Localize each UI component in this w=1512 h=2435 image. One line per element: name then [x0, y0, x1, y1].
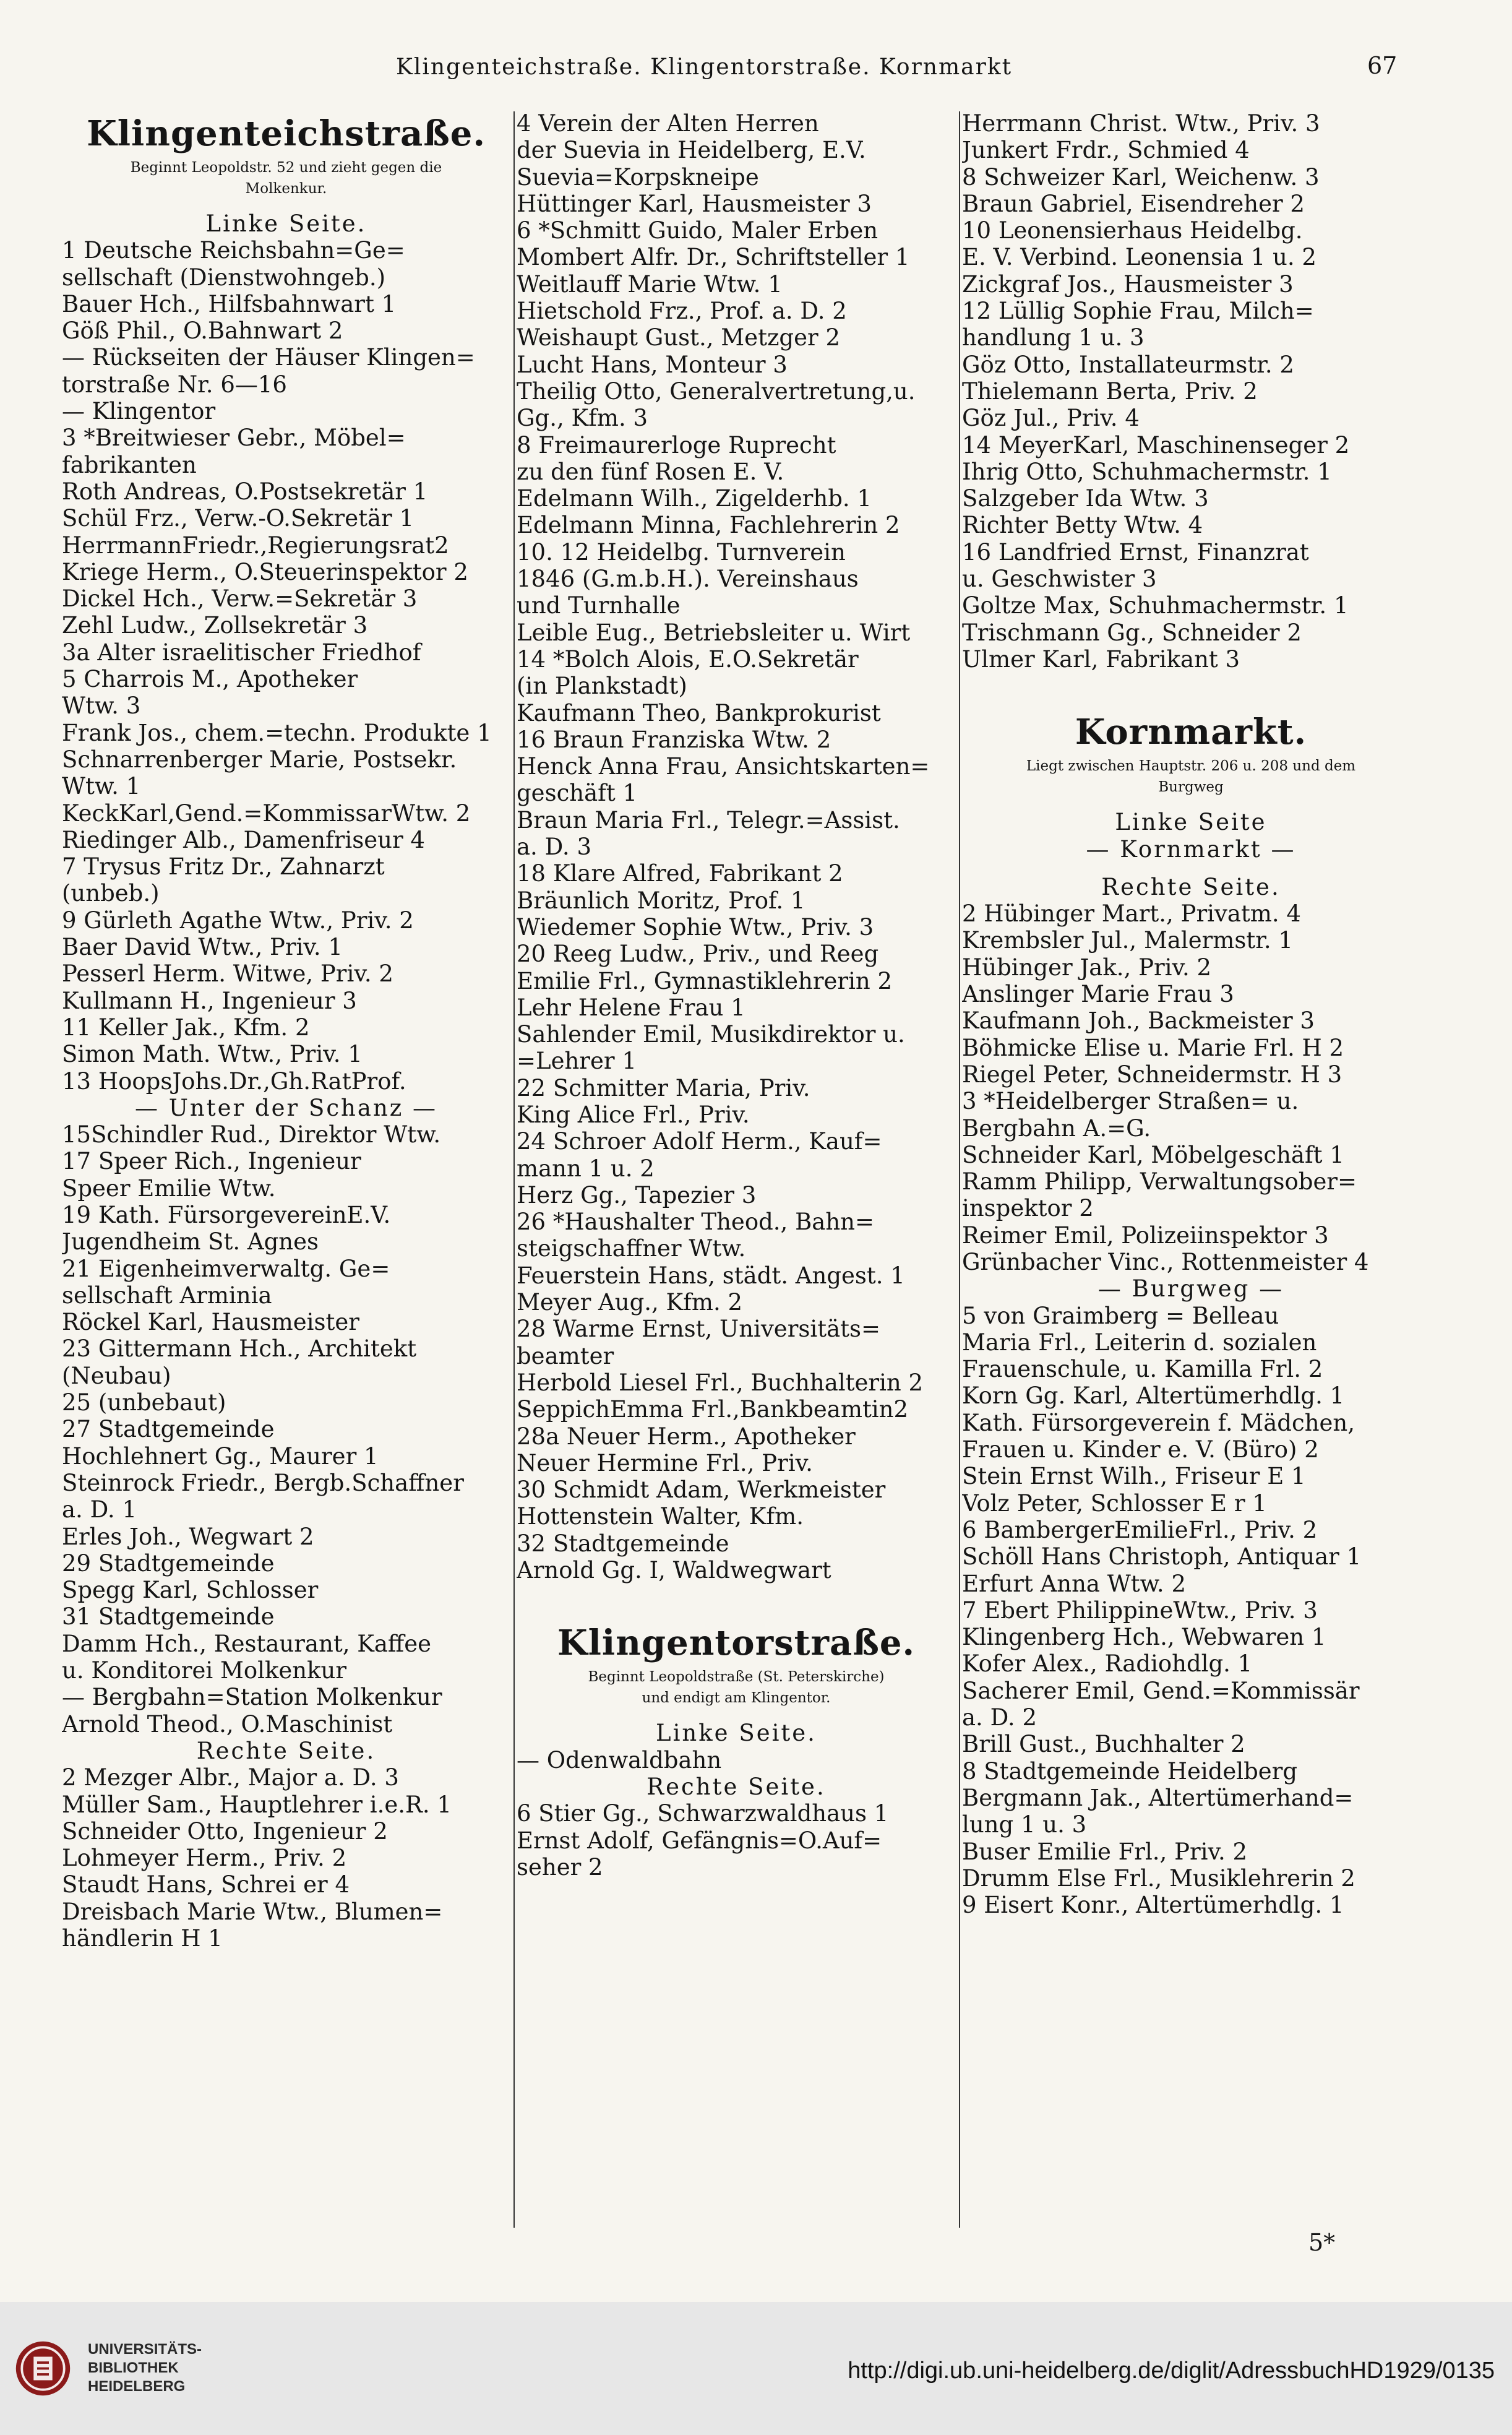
directory-line: 3 *Heidelberger Straßen= u. [962, 1088, 1299, 1115]
street-description: Beginnt Leopoldstr. 52 und zieht gegen die [130, 160, 442, 176]
directory-line: — Bergbahn=Station Molkenkur [62, 1684, 442, 1711]
directory-line: Göz Jul., Priv. 4 [962, 405, 1140, 432]
directory-line: (unbeb.) [62, 880, 160, 907]
directory-line: inspektor 2 [962, 1195, 1094, 1222]
directory-line: 1 Deutsche Reichsbahn=Ge= [62, 237, 405, 264]
directory-line: Kath. Fürsorgeverein f. Mädchen, [962, 1409, 1355, 1436]
directory-line: Sahlender Emil, Musikdirektor u. [517, 1021, 905, 1048]
running-header: Klingenteichstraße. Klingentorstraße. Kornmarkt [396, 54, 1013, 80]
directory-line: Ihrig Otto, Schuhmachermstr. 1 [962, 458, 1332, 485]
directory-line: Wiedemer Sophie Wtw., Priv. 3 [517, 913, 874, 941]
directory-line: Lohmeyer Herm., Priv. 2 [62, 1845, 347, 1872]
directory-line: Richter Betty Wtw. 4 [962, 512, 1203, 539]
directory-line: Riegel Peter, Schneidermstr. H 3 [962, 1061, 1342, 1088]
directory-line: 9 Gürleth Agathe Wtw., Priv. 2 [62, 907, 414, 934]
directory-line: Bergbahn A.=G. [962, 1114, 1151, 1142]
spacer [962, 673, 1420, 709]
directory-line: Hottenstein Walter, Kfm. [517, 1503, 804, 1530]
directory-line: Ramm Philipp, Verwaltungsober= [962, 1168, 1357, 1196]
directory-line: Schül Frz., Verw.-O.Sekretär 1 [62, 505, 415, 532]
directory-line: Thielemann Berta, Priv. 2 [962, 377, 1258, 405]
directory-line: seher 2 [517, 1853, 603, 1881]
directory-line: Hochlehnert Gg., Maurer 1 [62, 1442, 379, 1470]
directory-line: 11 Keller Jak., Kfm. 2 [62, 1014, 310, 1041]
directory-line: steigschaffner Wtw. [517, 1235, 746, 1262]
directory-line: Grünbacher Vinc., Rottenmeister 4 [962, 1248, 1369, 1275]
directory-line: Herrmann Christ. Wtw., Priv. 3 [962, 110, 1320, 137]
directory-line: und Turnhalle [517, 592, 681, 619]
column-1 [62, 110, 510, 2239]
directory-line: 21 Eigenheimverwaltg. Ge= [62, 1255, 390, 1282]
directory-line: 14 MeyerKarl, Maschinenseger 2 [962, 431, 1350, 459]
directory-line: lung 1 u. 3 [962, 1811, 1087, 1838]
directory-line: 32 Stadtgemeinde [517, 1530, 729, 1557]
directory-line: a. D. 2 [962, 1704, 1037, 1731]
directory-line: Zehl Ludw., Zollsekretär 3 [62, 612, 368, 639]
directory-line: Meyer Aug., Kfm. 2 [517, 1289, 743, 1316]
directory-line: zu den fünf Rosen E. V. [517, 458, 784, 485]
directory-line: Braun Maria Frl., Telegr.=Assist. [517, 806, 900, 834]
spacer [62, 199, 510, 210]
directory-line: 5 Charrois M., Apotheker [62, 666, 358, 693]
directory-line: King Alice Frl., Priv. [517, 1101, 750, 1128]
directory-line: Maria Frl., Leiterin d. sozialen [962, 1329, 1317, 1356]
directory-line: Kullmann H., Ingenieur 3 [62, 987, 357, 1014]
directory-line: (Neubau) [62, 1362, 171, 1389]
directory-line: Feuerstein Hans, städt. Angest. 1 [517, 1262, 905, 1289]
directory-line: der Suevia in Heidelberg, E.V. [517, 137, 866, 164]
directory-line: 6 BambergerEmilieFrl., Priv. 2 [962, 1516, 1318, 1543]
street-description: Molkenkur. [245, 181, 327, 197]
directory-line: mann 1 u. 2 [517, 1155, 655, 1182]
directory-line: a. D. 1 [62, 1496, 137, 1523]
directory-line: Bergmann Jak., Altertümerhand= [962, 1784, 1354, 1811]
directory-line: Anslinger Marie Frau 3 [962, 981, 1234, 1008]
directory-line: 24 Schroer Adolf Herm., Kauf= [517, 1128, 882, 1155]
directory-line: Buser Emilie Frl., Priv. 2 [962, 1838, 1248, 1865]
directory-line: 4 Verein der Alten Herren [517, 110, 819, 137]
directory-line: Lehr Helene Frau 1 [517, 994, 745, 1021]
directory-line: a. D. 3 [517, 834, 591, 861]
library-name: UNIVERSITÄTS- BIBLIOTHEK HEIDELBERG [88, 2341, 202, 2395]
directory-line: Wtw. 1 [62, 773, 141, 800]
directory-line: 29 Stadtgemeinde [62, 1549, 275, 1577]
directory-line: Emilie Frl., Gymnastiklehrerin 2 [517, 967, 893, 994]
directory-line: Weishaupt Gust., Metzger 2 [517, 324, 841, 351]
directory-line: KeckKarl,Gend.=KommissarWtw. 2 [62, 799, 471, 827]
directory-line: torstraße Nr. 6—16 [62, 371, 287, 398]
directory-line: Frauen u. Kinder e. V. (Büro) 2 [962, 1436, 1319, 1463]
directory-line: 30 Schmidt Adam, Werkmeister [517, 1476, 886, 1504]
directory-line: 9 Eisert Konr., Altertümerhdlg. 1 [962, 1892, 1344, 1919]
directory-line: 16 Landfried Ernst, Finanzrat [962, 538, 1309, 566]
directory-line: — Rückseiten der Häuser Klingen= [62, 344, 475, 371]
section-label: Rechte Seite. [646, 1773, 826, 1800]
directory-line: Röckel Karl, Hausmeister [62, 1309, 359, 1336]
directory-line: Brill Gust., Buchhalter 2 [962, 1731, 1245, 1758]
directory-line: Volz Peter, Schlosser E r 1 [962, 1489, 1267, 1517]
directory-line: händlerin H 1 [62, 1925, 223, 1952]
directory-line: Simon Math. Wtw., Priv. 1 [62, 1041, 363, 1068]
directory-line: 28 Warme Ernst, Universitäts= [517, 1316, 880, 1343]
directory-line: 2 Mezger Albr., Major a. D. 3 [62, 1764, 399, 1791]
directory-line: Hietschold Frz., Prof. a. D. 2 [517, 298, 847, 325]
directory-line: Korn Gg. Karl, Altertümerhdlg. 1 [962, 1382, 1345, 1410]
directory-line: 19 Kath. FürsorgevereinE.V. [62, 1201, 391, 1228]
spacer [962, 798, 1420, 809]
library-seal-icon [14, 2339, 72, 2398]
directory-line: 5 von Graimberg = Belleau [962, 1302, 1279, 1329]
directory-line: Mombert Alfr. Dr., Schriftsteller 1 [517, 244, 910, 271]
directory-line: Schnarrenberger Marie, Postsekr. [62, 746, 457, 773]
directory-line: Dickel Hch., Verw.=Sekretär 3 [62, 585, 418, 613]
directory-line: Spegg Karl, Schlosser [62, 1577, 319, 1604]
directory-line: Arnold Theod., O.Maschinist [62, 1710, 393, 1738]
directory-line: 1846 (G.m.b.H.). Vereinshaus [517, 566, 859, 593]
street-heading: Kornmarkt. [1075, 712, 1307, 753]
directory-line: Neuer Hermine Frl., Priv. [517, 1449, 813, 1476]
directory-line: E. V. Verbind. Leonensia 1 u. 2 [962, 244, 1317, 271]
directory-line: 25 (unbebaut) [62, 1389, 226, 1416]
signature-mark: 5* [1308, 2229, 1336, 2256]
directory-line: Goltze Max, Schuhmachermstr. 1 [962, 592, 1349, 619]
directory-line: Staudt Hans, Schrei er 4 [62, 1871, 350, 1898]
directory-line: Weitlauff Marie Wtw. 1 [517, 270, 783, 298]
street-description: Burgweg [1158, 779, 1224, 796]
directory-line: Böhmicke Elise u. Marie Frl. H 2 [962, 1034, 1344, 1061]
directory-line: Theilig Otto, Generalvertretung,u. [517, 377, 916, 405]
street-heading: Klingentorstraße. [557, 1623, 915, 1664]
directory-line: Frank Jos., chem.=techn. Produkte 1 [62, 719, 492, 746]
street-description: Beginnt Leopoldstraße (St. Peterskirche) [588, 1669, 885, 1686]
directory-line: u. Konditorei Molkenkur [62, 1657, 347, 1684]
section-label: — Kornmarkt — [1086, 835, 1296, 863]
directory-line: Erles Joh., Wegwart 2 [62, 1523, 314, 1550]
directory-line: Sacherer Emil, Gend.=Kommissär [962, 1677, 1360, 1704]
directory-line: Edelmann Wilh., Zigelderhb. 1 [517, 485, 872, 512]
directory-line: 7 Trysus Fritz Dr., Zahnarzt [62, 853, 385, 881]
directory-line: Gg., Kfm. 3 [517, 405, 648, 432]
directory-line: Kofer Alex., Radiohdlg. 1 [962, 1650, 1253, 1678]
section-label: — Unter der Schanz — [134, 1094, 438, 1121]
directory-line: 2 Hübinger Mart., Privatm. 4 [962, 900, 1301, 928]
directory-line: Edelmann Minna, Fachlehrerin 2 [517, 512, 900, 539]
directory-line: 3a Alter israelitischer Friedhof [62, 639, 421, 666]
directory-line: SeppichEmma Frl.,Bankbeamtin2 [517, 1396, 909, 1423]
section-label: Linke Seite. [205, 210, 367, 237]
directory-line: 6 *Schmitt Guido, Maler Erben [517, 217, 878, 244]
directory-line: 15Schindler Rud., Direktor Wtw. [62, 1121, 441, 1149]
directory-line: Krembsler Jul., Malermstr. 1 [962, 927, 1293, 954]
directory-line: 8 Stadtgemeinde Heidelberg [962, 1757, 1298, 1785]
directory-line: Kriege Herm., O.Steuerinspektor 2 [62, 558, 468, 585]
directory-line: — Klingentor [62, 398, 216, 425]
directory-line: geschäft 1 [517, 780, 638, 807]
directory-line: Göz Otto, Installateurmstr. 2 [962, 351, 1294, 378]
directory-line: 18 Klare Alfred, Fabrikant 2 [517, 860, 843, 887]
directory-line: 20 Reeg Ludw., Priv., und Reeg [517, 941, 879, 968]
directory-line: 3 *Breitwieser Gebr., Möbel= [62, 425, 406, 452]
directory-line: Henck Anna Frau, Ansichtskarten= [517, 753, 930, 780]
street-heading: Klingenteichstraße. [87, 113, 486, 154]
directory-line: Dreisbach Marie Wtw., Blumen= [62, 1898, 443, 1925]
directory-line: 8 Schweizer Karl, Weichenw. 3 [962, 163, 1320, 191]
spacer [517, 1709, 956, 1720]
directory-line: Schneider Otto, Ingenieur 2 [62, 1817, 388, 1845]
directory-line: Trischmann Gg., Schneider 2 [962, 619, 1302, 646]
directory-line: 10. 12 Heidelbg. Turnverein [517, 538, 846, 566]
directory-line: Kaufmann Joh., Backmeister 3 [962, 1007, 1315, 1035]
directory-line: (in Plankstadt) [517, 673, 687, 700]
directory-line: Bauer Hch., Hilfsbahnwart 1 [62, 290, 397, 317]
directory-line: 6 Stier Gg., Schwarzwaldhaus 1 [517, 1800, 889, 1827]
directory-line: Erfurt Anna Wtw. 2 [962, 1570, 1186, 1597]
column-rule [513, 111, 515, 2228]
directory-line: 12 Lüllig Sophie Frau, Milch= [962, 298, 1314, 325]
directory-line: Arnold Gg. I, Waldwegwart [517, 1557, 831, 1584]
street-description: Liegt zwischen Hauptstr. 206 u. 208 und dem [1026, 758, 1356, 775]
directory-line: Ernst Adolf, Gefängnis=O.Auf= [517, 1827, 882, 1854]
directory-line: =Lehrer 1 [517, 1048, 637, 1075]
directory-line: 27 Stadtgemeinde [62, 1416, 275, 1443]
directory-line: sellschaft (Dienstwohngeb.) [62, 264, 386, 291]
column-2 [517, 110, 956, 2239]
directory-line: Herbold Liesel Frl., Buchhalterin 2 [517, 1369, 924, 1396]
directory-line: Frauenschule, u. Kamilla Frl. 2 [962, 1356, 1323, 1383]
directory-line: Bräunlich Moritz, Prof. 1 [517, 887, 805, 914]
directory-line: fabrikanten [62, 451, 197, 478]
directory-line: 22 Schmitter Maria, Priv. [517, 1074, 810, 1101]
section-label: Rechte Seite. [1101, 873, 1281, 900]
directory-line: Braun Gabriel, Eisendreher 2 [962, 190, 1305, 217]
directory-line: 8 Freimaurerloge Ruprecht [517, 431, 836, 459]
directory-line: Steinrock Friedr., Bergb.Schaffner [62, 1469, 464, 1496]
column-3 [962, 110, 1420, 2239]
directory-line: Hüttinger Karl, Hausmeister 3 [517, 190, 872, 217]
directory-line: Schneider Karl, Möbelgeschäft 1 [962, 1141, 1344, 1168]
directory-line: 14 *Bolch Alois, E.O.Sekretär [517, 645, 859, 673]
directory-line: Ulmer Karl, Fabrikant 3 [962, 645, 1240, 673]
directory-line: Leible Eug., Betriebsleiter u. Wirt [517, 619, 911, 646]
directory-line: Roth Andreas, O.Postsekretär 1 [62, 478, 428, 505]
directory-line: Junkert Frdr., Schmied 4 [962, 137, 1250, 164]
directory-line: u. Geschwister 3 [962, 566, 1157, 593]
directory-line: 7 Ebert PhilippineWtw., Priv. 3 [962, 1597, 1318, 1624]
section-label: Linke Seite. [656, 1720, 817, 1747]
directory-line: HerrmannFriedr.,Regierungsrat2 [62, 532, 449, 559]
directory-line: — Odenwaldbahn [517, 1746, 722, 1773]
directory-line: 13 HoopsJohs.Dr.,Gh.RatProf. [62, 1067, 406, 1095]
directory-line: Baer David Wtw., Priv. 1 [62, 934, 343, 961]
directory-line: Herz Gg., Tapezier 3 [517, 1181, 757, 1209]
column-rule [959, 111, 960, 2228]
directory-line: Kaufmann Theo, Bankprokurist [517, 699, 881, 726]
directory-line: Drumm Else Frl., Musiklehrerin 2 [962, 1864, 1355, 1892]
directory-line: 28a Neuer Herm., Apotheker [517, 1423, 856, 1450]
directory-line: beamter [517, 1342, 614, 1369]
street-description: und endigt am Klingentor. [642, 1690, 831, 1707]
directory-line: Pesserl Herm. Witwe, Priv. 2 [62, 960, 393, 988]
page-number: 67 [1367, 52, 1398, 79]
directory-line: 26 *Haushalter Theod., Bahn= [517, 1209, 874, 1236]
spacer [517, 1584, 956, 1619]
directory-line: Zickgraf Jos., Hausmeister 3 [962, 270, 1294, 298]
directory-line: Klingenberg Hch., Webwaren 1 [962, 1624, 1326, 1651]
directory-line: 17 Speer Rich., Ingenieur [62, 1148, 361, 1175]
directory-line: Salzgeber Ida Wtw. 3 [962, 485, 1209, 512]
directory-line: handlung 1 u. 3 [962, 324, 1145, 351]
directory-line: Jugendheim St. Agnes [62, 1228, 319, 1256]
directory-line: 23 Gittermann Hch., Architekt [62, 1335, 417, 1363]
spacer [962, 863, 1420, 874]
directory-line: sellschaft Arminia [62, 1282, 272, 1309]
directory-line: Suevia=Korpskneipe [517, 163, 759, 191]
source-url-link[interactable]: http://digi.ub.uni-heidelberg.de/diglit/AdressbuchHD1929/0135 [848, 2358, 1495, 2384]
directory-line: Damm Hch., Restaurant, Kaffee [62, 1630, 432, 1657]
directory-line: Reimer Emil, Polizeiinspektor 3 [962, 1222, 1329, 1249]
digitization-footer [0, 2302, 1512, 2435]
directory-line: Lucht Hans, Monteur 3 [517, 351, 788, 378]
section-label: Rechte Seite. [196, 1737, 376, 1764]
directory-line: Göß Phil., O.Bahnwart 2 [62, 317, 343, 345]
directory-line: 10 Leonensierhaus Heidelbg. [962, 217, 1303, 244]
directory-line: Wtw. 3 [62, 692, 141, 720]
directory-line: Hübinger Jak., Priv. 2 [962, 954, 1212, 981]
directory-line: 31 Stadtgemeinde [62, 1603, 275, 1631]
directory-line: Schöll Hans Christoph, Antiquar 1 [962, 1543, 1362, 1571]
section-label: Linke Seite [1115, 809, 1267, 836]
directory-line: Stein Ernst Wilh., Friseur E 1 [962, 1463, 1306, 1490]
directory-line: 16 Braun Franziska Wtw. 2 [517, 726, 831, 753]
directory-line: Müller Sam., Hauptlehrer i.e.R. 1 [62, 1791, 452, 1818]
directory-line: Riedinger Alb., Damenfriseur 4 [62, 826, 425, 853]
section-label: — Burgweg — [1097, 1275, 1284, 1303]
directory-line: Speer Emilie Wtw. [62, 1174, 276, 1202]
